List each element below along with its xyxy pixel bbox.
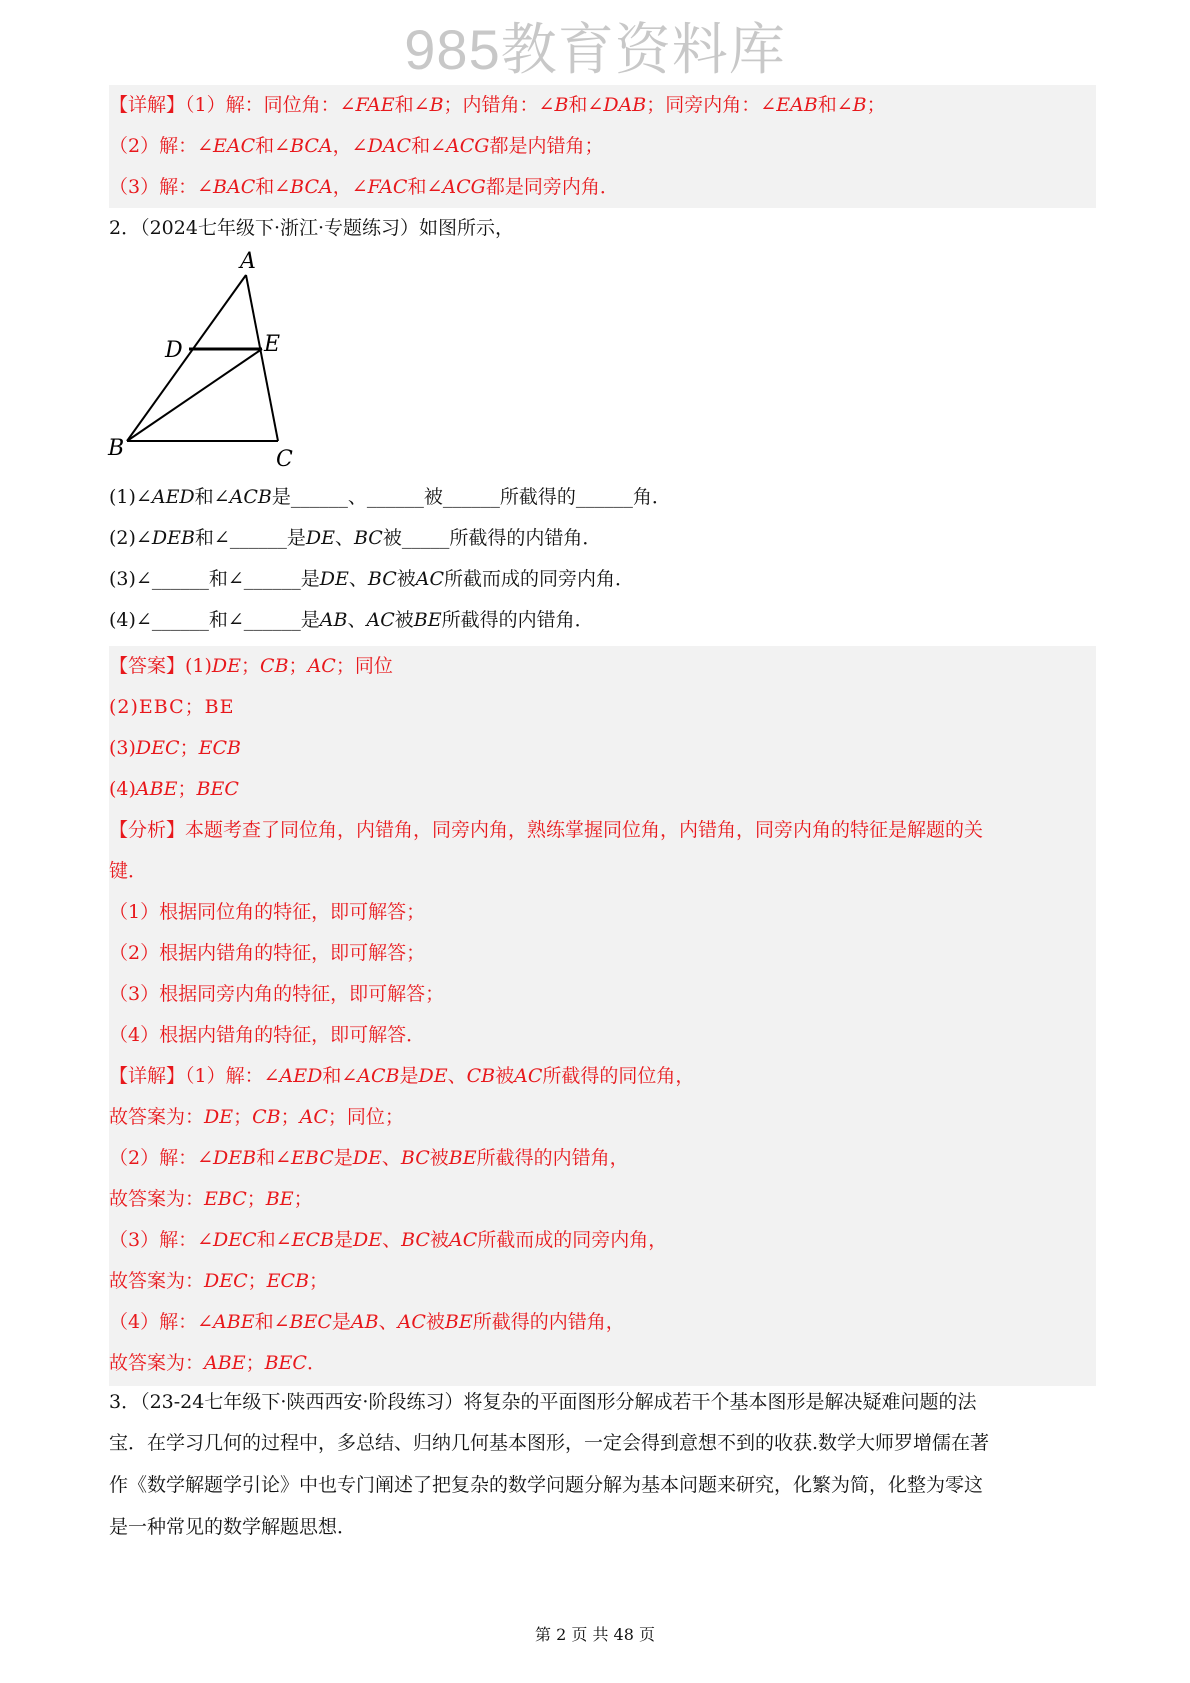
question-3-line: 3．（23-24七年级下·陕西西安·阶段练习）将复杂的平面图形分解成若干个基本图形是解决疑难问题的法 xyxy=(109,1391,977,1413)
label-B: B xyxy=(108,436,125,461)
triangle-figure xyxy=(100,250,320,470)
solution-line: (3)DEC；ECB xyxy=(109,737,241,759)
prev-detail-line: （2）解：∠EAC和∠BCA，∠DAC和∠ACG都是内错角； xyxy=(109,135,604,157)
watermark: 985教育资料库 xyxy=(404,18,786,81)
solution-line: 键． xyxy=(109,860,148,882)
question-2-stem: 2．（2024七年级下·浙江·专题练习）如图所示， xyxy=(109,217,515,239)
label-E: E xyxy=(264,332,281,357)
solution-line: 故答案为：ABE；BEC． xyxy=(109,1352,326,1374)
sub-question: (1)∠AED和∠ACB是______、______被______所截得的______角． xyxy=(109,486,671,508)
solution-line: 故答案为：DE；CB；AC；同位； xyxy=(109,1106,404,1128)
answer-2-line: (2)EBC；BE xyxy=(109,696,235,718)
sub-question: (3)∠______和∠______是DE、BC被AC所截而成的同旁内角． xyxy=(109,568,635,590)
prev-detail-line: （3）解：∠BAC和∠BCA，∠FAC和∠ACG都是同旁内角． xyxy=(109,176,619,198)
question-3-line: 作《数学解题学引论》中也专门阐述了把复杂的数学问题分解为基本问题来研究，化繁为简，化整为零这 xyxy=(109,1474,984,1496)
solution-line: 【答案】(1)DE；CB；AC；同位 xyxy=(109,655,393,677)
solution-line: （3）根据同旁内角的特征，即可解答； xyxy=(109,983,445,1005)
solution-line: （2）解：∠DEB和∠EBC是DE、BC被BE所截得的内错角， xyxy=(109,1147,629,1169)
label-D: D xyxy=(165,338,183,363)
solution-line: （4）解：∠ABE和∠BEC是AB、AC被BE所截得的内错角， xyxy=(109,1311,625,1333)
solution-line: 【详解】（1）解：∠AED和∠ACB是DE、CB被AC所截得的同位角， xyxy=(109,1065,695,1087)
solution-line: 故答案为：DEC；ECB； xyxy=(109,1270,329,1292)
solution-line: 故答案为：EBC；BE； xyxy=(109,1188,313,1210)
solution-line: 【分析】本题考查了同位角，内错角，同旁内角，熟练掌握同位角，内错角，同旁内角的特征是解题的关 xyxy=(109,819,984,841)
prev-detail-line: 【详解】（1）解：同位角：∠FAE和∠B；内错角：∠B和∠DAB；同旁内角：∠EAB和∠B； xyxy=(109,94,886,116)
label-A: A xyxy=(240,250,256,274)
question-3-line: 宝．在学习几何的过程中，多总结、归纳几何基本图形，一定会得到意想不到的收获.数学大师罗增儒在著 xyxy=(109,1432,990,1454)
label-C: C xyxy=(276,447,293,470)
solution-line: （1）根据同位角的特征，即可解答； xyxy=(109,901,426,923)
solution-line: （4）根据内错角的特征，即可解答． xyxy=(109,1024,426,1046)
page-footer: 第 2 页 共 48 页 xyxy=(535,1625,655,1644)
solution-line: （3）解：∠DEC和∠ECB是DE、BC被AC所截而成的同旁内角， xyxy=(109,1229,668,1251)
sub-question: (2)∠DEB和∠______是DE、BC被_____所截得的内错角． xyxy=(109,527,602,549)
solution-line: （2）根据内错角的特征，即可解答； xyxy=(109,942,426,964)
sub-question: (4)∠______和∠______是AB、AC被BE所截得的内错角． xyxy=(109,609,594,631)
solution-line: (4)ABE；BEC xyxy=(109,778,239,800)
question-3-line: 是一种常见的数学解题思想． xyxy=(109,1516,357,1538)
